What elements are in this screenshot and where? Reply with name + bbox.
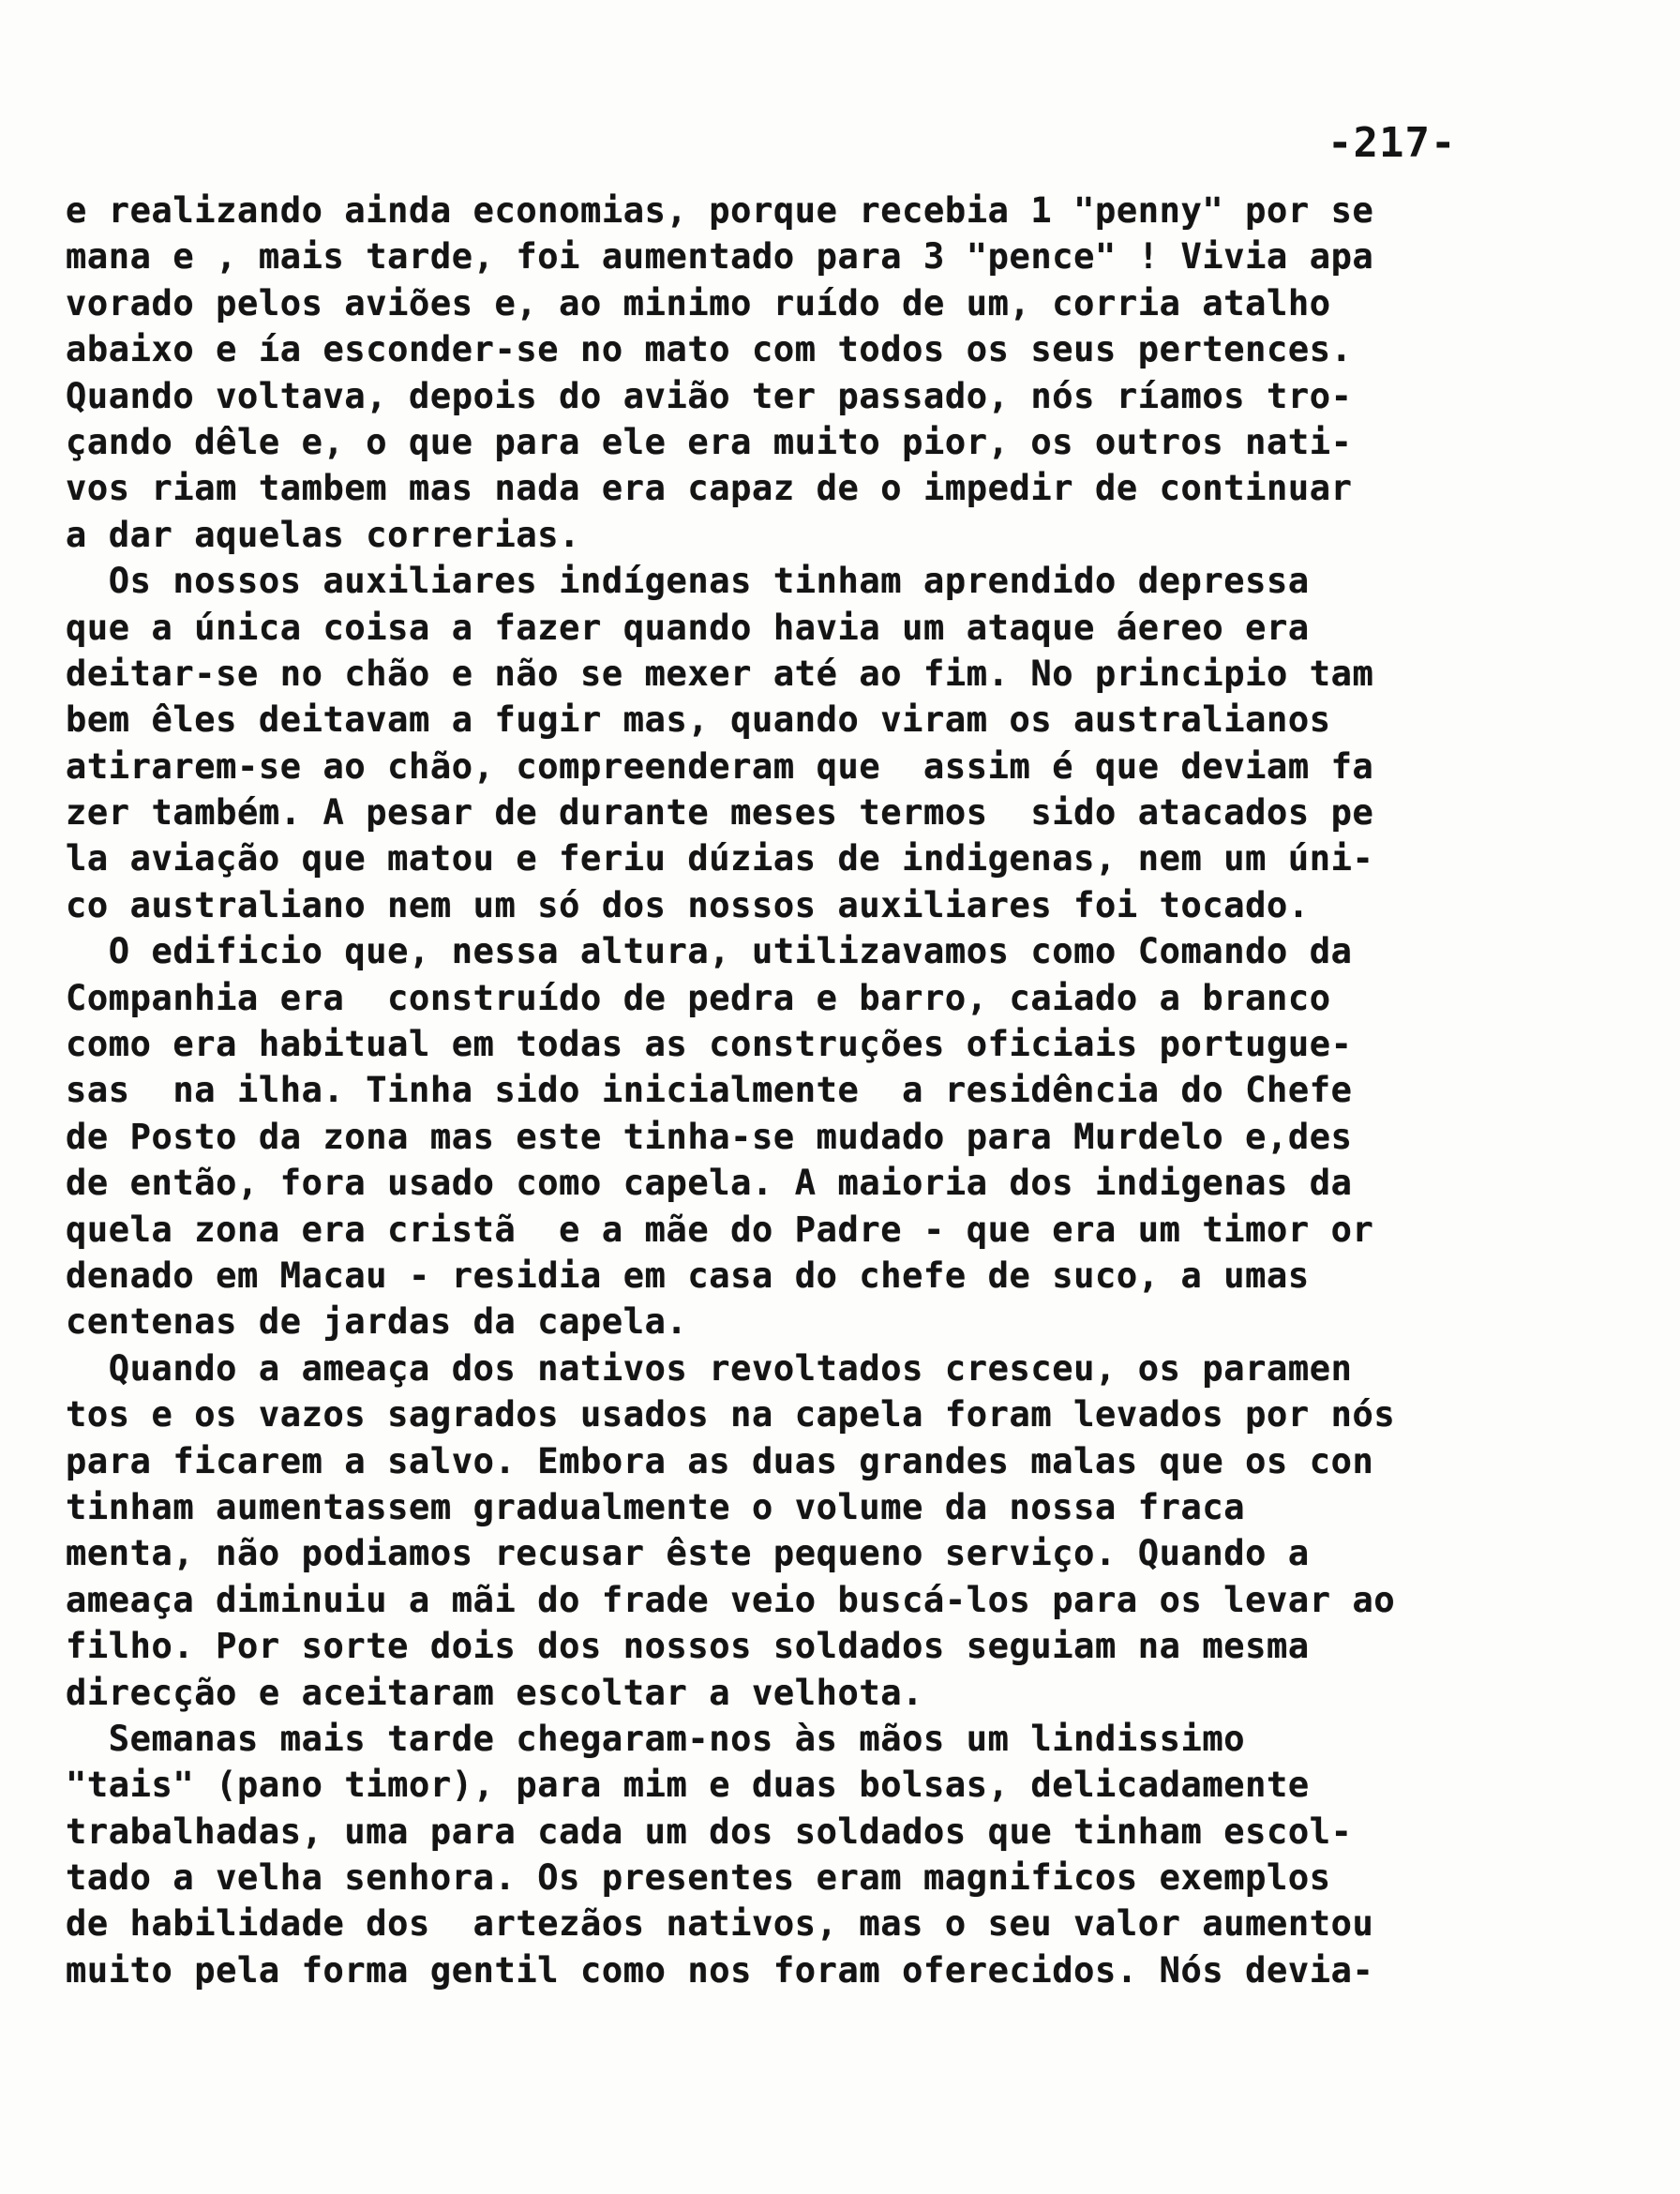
text-line: denado em Macau - residia em casa do chefe de suco, a umas: [66, 1255, 1310, 1296]
text-line: Quando a ameaça dos nativos revoltados cresceu, os paramen: [66, 1347, 1353, 1389]
body-text: [66, 188, 1528, 1993]
text-line: muito pela forma gentil como nos foram oferecidos. Nós devia-: [66, 1949, 1374, 1991]
text-line: "tais" (pano timor), para mim e duas bolsas, delicadamente: [66, 1765, 1310, 1806]
text-line: direcção e aceitaram escoltar a velhota.: [66, 1672, 924, 1713]
text-line: a dar aquelas correrias.: [66, 514, 581, 555]
text-line: como era habitual em todas as construções oficiais portugue-: [66, 1024, 1353, 1065]
text-line: Semanas mais tarde chegaram-nos às mãos um lindissimo: [66, 1718, 1246, 1759]
text-line: menta, não podiamos recusar êste pequeno serviço. Quando a: [66, 1533, 1310, 1574]
text-line: trabalhadas, uma para cada um dos soldados que tinham escol-: [66, 1811, 1353, 1852]
text-line: bem êles deitavam a fugir mas, quando viram os australianos: [66, 699, 1331, 741]
text-line: filho. Por sorte dois dos nossos soldados seguiam na mesma: [66, 1626, 1310, 1667]
text-line: zer também. A pesar de durante meses termos sido atacados pe: [66, 792, 1374, 834]
text-line: de Posto da zona mas este tinha-se mudado para Murdelo e,des: [66, 1116, 1353, 1157]
text-line: atirarem-se ao chão, compreenderam que assim é que deviam fa: [66, 745, 1374, 787]
text-line: co australiano nem um só dos nossos auxiliares foi tocado.: [66, 884, 1310, 925]
text-line: que a única coisa a fazer quando havia um ataque áereo era: [66, 607, 1310, 648]
text-line: tado a velha senhora. Os presentes eram magnificos exemplos: [66, 1857, 1331, 1899]
text-line: ameaça diminuiu a mãi do frade veio buscá-los para os levar ao: [66, 1579, 1396, 1620]
text-line: e realizando ainda economias, porque recebia 1 "penny" por se: [66, 190, 1374, 231]
text-line: Quando voltava, depois do avião ter passado, nós ríamos tro-: [66, 375, 1353, 416]
text-line: Os nossos auxiliares indígenas tinham aprendido depressa: [66, 561, 1310, 602]
text-line: tos e os vazos sagrados usados na capela foram levados por nós: [66, 1394, 1396, 1435]
text-line: deitar-se no chão e não se mexer até ao fim. No principio tam: [66, 653, 1374, 694]
text-line: vorado pelos aviões e, ao minimo ruído de um, corria atalho: [66, 282, 1331, 323]
text-line: para ficarem a salvo. Embora as duas grandes malas que os con: [66, 1440, 1374, 1481]
text-line: vos riam tambem mas nada era capaz de o impedir de continuar: [66, 468, 1353, 509]
text-line: la aviação que matou e feriu dúzias de indigenas, nem um úni-: [66, 838, 1374, 879]
text-line: centenas de jardas da capela.: [66, 1301, 688, 1343]
text-line: abaixo e ía esconder-se no mato com todos os seus pertences.: [66, 329, 1353, 370]
text-line: mana e , mais tarde, foi aumentado para 3 "pence" ! Vivia apa: [66, 236, 1374, 278]
text-line: de habilidade dos artezãos nativos, mas o seu valor aumentou: [66, 1903, 1374, 1945]
page-number: -217-: [1328, 119, 1457, 167]
text-line: Companhia era construído de pedra e barro, caiado a branco: [66, 977, 1331, 1018]
text-line: çando dêle e, o que para ele era muito pior, os outros nati-: [66, 421, 1353, 462]
text-line: sas na ilha. Tinha sido inicialmente a residência do Chefe: [66, 1070, 1353, 1111]
text-line: quela zona era cristã e a mãe do Padre - que era um timor or: [66, 1209, 1374, 1250]
text-line: tinham aumentassem gradualmente o volume da nossa fraca: [66, 1486, 1246, 1527]
text-line: O edificio que, nessa altura, utilizavamos como Comando da: [66, 931, 1353, 972]
text-line: de então, fora usado como capela. A maioria dos indigenas da: [66, 1163, 1353, 1204]
